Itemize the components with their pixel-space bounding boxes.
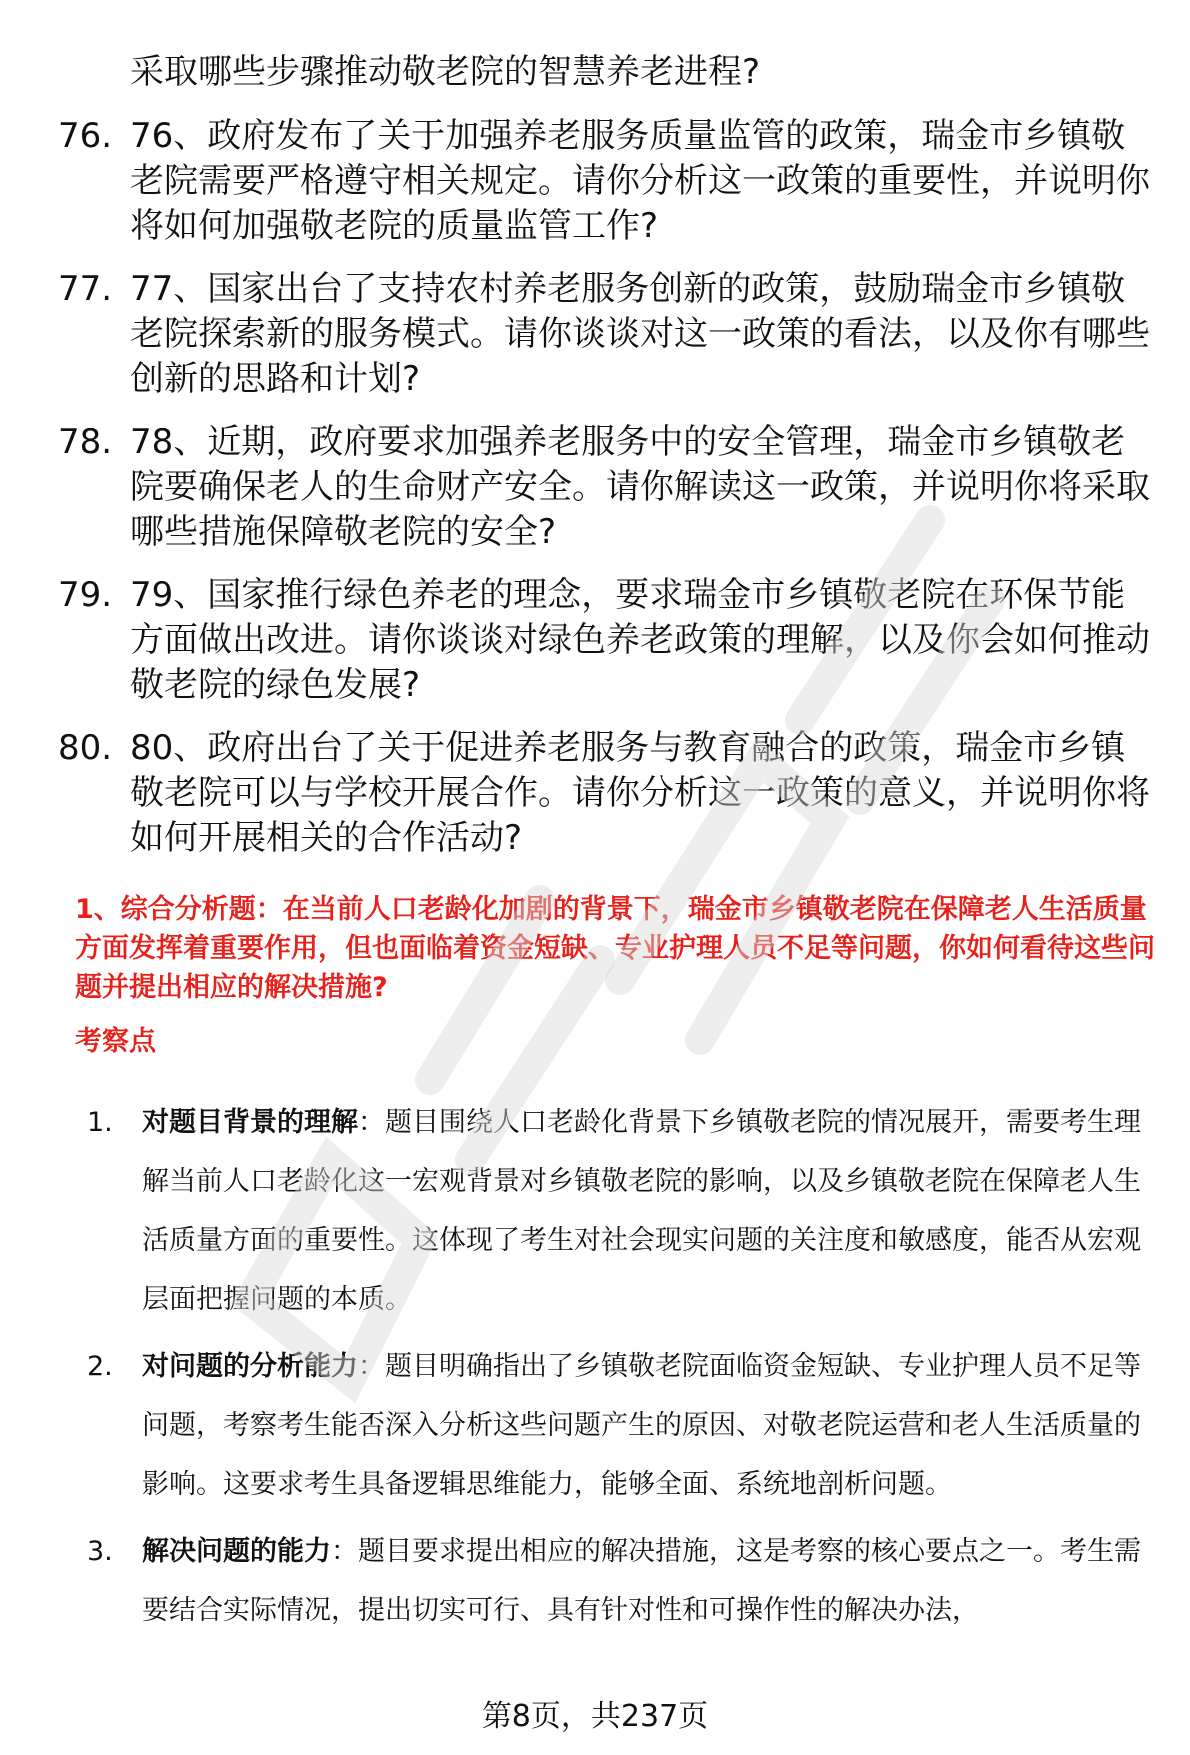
point-text [142,1522,1160,1640]
list-item [58,726,1158,861]
point-body: ：题目要求提出相应的解决措施，这是考察的核心要点之一。考生需要结合实际情况，提出切实可行、具有针对性和可操作性的解决办法， [142,1536,1141,1626]
point-number: 3. [87,1536,113,1567]
question-number: 76. [58,116,113,156]
question-number: 79. [58,575,113,615]
list-item [75,1522,1160,1640]
section-heading: 考察点 [75,1026,156,1057]
point-key: 对题目背景的理解 [142,1107,358,1138]
question-continuation: 采取哪些步骤推动敬老院的智慧养老进程? [130,52,761,92]
question-list [58,114,1158,879]
list-item [75,1093,1160,1329]
question-text: 76、政府发布了关于加强养老服务质量监管的政策，瑞金市乡镇敬老院需要严格遵守相关规定。请你分析这一政策的重要性，并说明你将如何加强敬老院的质量监管工作? [130,116,1150,246]
question-text: 80、政府出台了关于促进养老服务与教育融合的政策，瑞金市乡镇敬老院可以与学校开展合作。请你分析这一政策的意义，并说明你将如何开展相关的合作活动? [130,728,1150,858]
point-text [142,1093,1160,1329]
point-body: ：题目围绕人口老龄化背景下乡镇敬老院的情况展开，需要考生理解当前人口老龄化这一宏观背景对乡镇敬老院的影响，以及乡镇敬老院在保障老人生活质量方面的重要性。这体现了考生对社会现实问题的关注度和敏感度，能否从宏观层面把握问题的本质。 [142,1107,1141,1315]
question-number: 78. [58,422,113,462]
list-item [75,1337,1160,1514]
point-number: 1. [87,1107,113,1138]
point-text [142,1337,1160,1514]
point-list [75,1093,1160,1648]
list-item [58,420,1158,555]
list-item [58,114,1158,249]
list-item [58,267,1158,402]
question-number: 77. [58,269,113,309]
list-item [58,573,1158,708]
point-number: 2. [87,1351,113,1382]
question-number: 80. [58,728,113,768]
question-text: 78、近期，政府要求加强养老服务中的安全管理，瑞金市乡镇敬老院要确保老人的生命财产安全。请你解读这一政策，并说明你将采取哪些措施保障敬老院的安全? [130,422,1150,552]
page-footer: 第8页，共237页 [481,1699,709,1734]
question-text: 79、国家推行绿色养老的理念，要求瑞金市乡镇敬老院在环保节能方面做出改进。请你谈谈对绿色养老政策的理解，以及你会如何推动敬老院的绿色发展? [130,575,1150,705]
highlight-question: 1、综合分析题：在当前人口老龄化加剧的背景下，瑞金市乡镇敬老院在保障老人生活质量方面发挥着重要作用，但也面临着资金短缺、专业护理人员不足等问题，你如何看待这些问题并提出相应的解决措施? [75,894,1155,1003]
point-body: ：题目明确指出了乡镇敬老院面临资金短缺、专业护理人员不足等问题，考察考生能否深入分析这些问题产生的原因、对敬老院运营和老人生活质量的影响。这要求考生具备逻辑思维能力，能够全面、系统地剖析问题。 [142,1351,1141,1500]
question-text: 77、国家出台了支持农村养老服务创新的政策，鼓励瑞金市乡镇敬老院探索新的服务模式。请你谈谈对这一政策的看法，以及你有哪些创新的思路和计划? [130,269,1150,399]
point-key: 解决问题的能力 [142,1536,331,1567]
point-key: 对问题的分析能力 [142,1351,358,1382]
